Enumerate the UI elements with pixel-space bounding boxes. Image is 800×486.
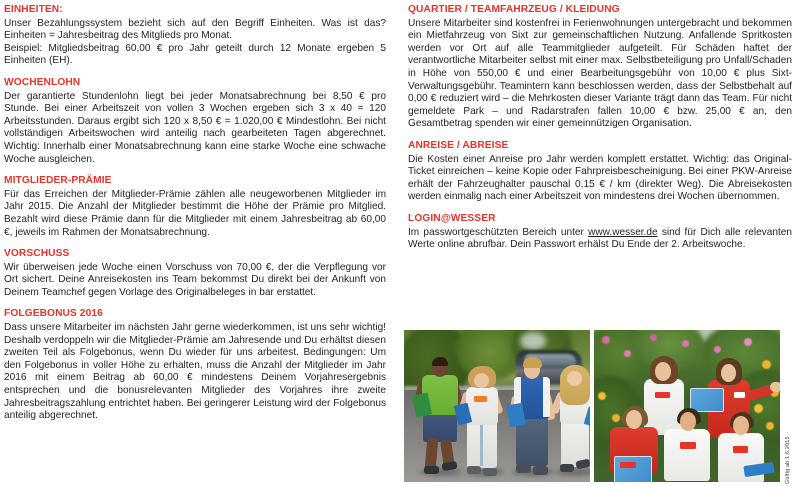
flower bbox=[682, 340, 689, 347]
head bbox=[655, 362, 671, 381]
section-body-einheiten: Unser Bezahlungssystem bezieht sich auf den Begriff Einheiten. Was ist das? Einheiten = Jahresbeitrag des Mitglieds pro Monat. Beispiel: Mitgliedsbeitrag 60,00 € pro Jahr geteilt durch 12 Monate ergeben 5 Einheiten (EH). bbox=[4, 17, 386, 67]
head bbox=[567, 371, 582, 386]
section-body-folgebonus-2016: Dass unsere Mitarbeiter im nächsten Jahr gerne wiederkommen, ist uns sehr wichtig! Deshalb verdoppeln wir die Mitglieder-Prämie am Jahresende und Du erhältst diesen zweiten Teil als Folgebonus, wenn Du wieder für uns arbeitest. Bedingungen: Um den Folgebonus in voller Höhe zu erhalten, muss die Anzahl der Mitglieder im Jahr 2016 mit einem Beitrag ab 60,00 € mindestens Deinem Vorjahresergebnis entsprechen und die bonusrelevanten Mitglieder des Vorjahres ihre zweite Jahresbeitragszahlung entrichtet haben. Bei geringerer Leistung wird der Folgebonus anteilig abgerechnet. bbox=[4, 322, 386, 422]
hand bbox=[770, 382, 780, 392]
person-runner-white-top bbox=[460, 370, 508, 482]
box-logo bbox=[620, 462, 636, 468]
sky-patch bbox=[520, 332, 546, 350]
flower bbox=[714, 346, 721, 353]
person-front-left-red-jacket bbox=[608, 408, 662, 482]
vest-side-panel bbox=[543, 377, 550, 417]
shoe bbox=[560, 464, 574, 472]
shirt-logo bbox=[655, 392, 670, 398]
person-runner-blue-vest bbox=[508, 360, 560, 482]
flower bbox=[598, 392, 606, 400]
hair bbox=[432, 357, 448, 366]
section-body-vorschuss: Wir überweisen jede Woche einen Vorschuss von 70,00 €, der die Verpflegung vor Ort sichert. Deine Anreisekosten ins Team bekommst Du direkt bei der Ankunft von Deinem Teamchef gegen Vorlage des Originalbeleges in bar erstattet. bbox=[4, 261, 386, 298]
left-column bbox=[0, 0, 390, 486]
torso bbox=[664, 429, 710, 481]
section-body-mitglieder-praemie: Für das Erreichen der Mitglieder-Prämie zählen alle neugeworbenen Mitglieder im Jahr 2015. Die Anzahl der Mitglieder bestimmt die Höhe der Prämie pro Mitglied. Bezahlt wird diese Prämie dann für die Mitglieder mit einem Jahresbeitrag ab 60,00 €, jeweils im Rahmen der Monatsabrechnung. bbox=[4, 188, 386, 238]
collection-box bbox=[690, 388, 724, 412]
hair bbox=[523, 357, 542, 368]
flower bbox=[744, 338, 752, 346]
person-front-middle-white-shirt bbox=[662, 410, 714, 482]
wesser-website-link[interactable]: www.wesser.de bbox=[588, 226, 658, 238]
section-heading-login-wesser: LOGIN@WESSER bbox=[408, 212, 496, 224]
section-anreise-abreise bbox=[408, 140, 792, 204]
section-heading-wochenlohn: WOCHENLOHN bbox=[4, 76, 81, 88]
section-einheiten bbox=[4, 4, 386, 68]
section-heading-quartier-teamfahrzeug-kleidung: QUARTIER / TEAMFAHRZEUG / KLEIDUNG bbox=[408, 4, 620, 15]
shoe bbox=[467, 466, 481, 474]
section-heading-anreise-abreise: ANREISE / ABREISE bbox=[408, 139, 509, 151]
section-body-anreise-abreise: Die Kosten einer Anreise pro Jahr werden komplett erstattet. Wichtig: das Original-Ticket einreichen – keine Kopie oder Fahrpreisbescheinigung. Bei einer PKW-Anreise erhält der Fahrzeughalter pauschal 0,15 € / km (direkter Weg). Die Abreisekosten werden einmalig nach einer Arbeitszeit von mindestens drei Wochen übernommen. bbox=[408, 153, 792, 203]
head bbox=[733, 416, 749, 435]
section-heading-folgebonus-2016: FOLGEBONUS 2016 bbox=[4, 308, 103, 320]
section-heading-einheiten: EINHEITEN: bbox=[4, 4, 63, 15]
section-body-quartier-teamfahrzeug-kleidung: Unsere Mitarbeiter sind kostenfrei in Ferienwohnungen untergebracht und bekommen ein Mietfahrzeug von Sixt zur gemeinschaftlichen Nutzung. Anfallende Spritkosten werden vor Ort auf alle Teammitglieder aufgeteilt. Für Schäden haftet der verantwortliche Mitarbeiter selbst mit einer max. Selbstbeteiligung pro Unfall/Schaden in Höhe von 550,00 € und einer Bearbeitungsgebühr von 10,00 € plus Sixt-Verwaltungsgebühr. Teamintern kann beschlossen werden, dass der Selbstbehalt auf 0,00 € reduziert wird – die Mehrkosten dieser Variante trägt dann das Team. Für nicht gemeldete Park – und Radarstrafen fallen 10,00 € bzw. 25,00 € an, den Gesamtbetrag spenden wir einer gemeinnützigen Organisation. bbox=[408, 17, 792, 130]
head bbox=[474, 373, 489, 388]
shoe bbox=[533, 466, 548, 475]
section-login-wesser bbox=[408, 213, 792, 252]
section-heading-vorschuss: VORSCHUSS bbox=[4, 248, 70, 260]
login-text-after-link: sind für Dich alle relevanten Werte online abrufbar. Dein Passwort erhälst Du Ende der 2. Arbeitswoche. bbox=[408, 226, 792, 251]
shirt-logo bbox=[680, 442, 696, 449]
section-wochenlohn bbox=[4, 77, 386, 166]
head bbox=[680, 412, 696, 431]
jacket-logo bbox=[734, 392, 745, 398]
shoe bbox=[575, 459, 590, 470]
login-text-before-link: Im passwortgeschützten Bereich unter bbox=[408, 226, 589, 238]
head bbox=[721, 364, 736, 382]
shoe bbox=[424, 466, 439, 474]
section-mitglieder-praemie bbox=[4, 175, 386, 239]
section-folgebonus-2016 bbox=[4, 308, 386, 422]
validity-credit-line: Gültig ab 1.6.2015 bbox=[785, 436, 791, 484]
person-front-right-white-shirt bbox=[716, 414, 768, 482]
flower bbox=[762, 360, 771, 369]
section-vorschuss bbox=[4, 248, 386, 299]
shoe bbox=[516, 464, 531, 473]
collection-box bbox=[614, 456, 652, 482]
photo-band bbox=[404, 330, 780, 482]
photo-running-team bbox=[404, 330, 590, 482]
section-heading-mitglieder-praemie: MITGLIEDER-PRÄMIE bbox=[4, 175, 112, 187]
flower bbox=[602, 336, 610, 344]
flower bbox=[624, 350, 631, 357]
shoe bbox=[483, 468, 497, 476]
section-body-wochenlohn: Der garantierte Stundenlohn liegt bei jeder Monatsabrechnung bei 8,50 € pro Stunde. Bei einer Arbeitszeit von vollen 3 Wochen ergeben sich 3 x 40 = 120 Arbeitsstunden. Daraus ergibt sich 120 x 8,50 € = 1.020,00 € Mindestlohn. Bei nicht vollständigen Arbeitswochen wird anteilig nach gearbeiteten Tagen abgerechnet. Wichtig: Innerhalb einer Monatsabrechnung kann eine starke Woche eine schwache Woche ausgleichen. bbox=[4, 90, 386, 165]
shirt-logo bbox=[733, 446, 748, 453]
photo-garden-team bbox=[594, 330, 780, 482]
trouser-stripe bbox=[480, 424, 483, 466]
section-quartier-teamfahrzeug-kleidung bbox=[408, 4, 792, 131]
shoe bbox=[441, 461, 457, 471]
flower bbox=[650, 334, 657, 341]
person-runner-blonde-white bbox=[554, 368, 590, 482]
section-body-login-wesser bbox=[408, 227, 792, 252]
shirt-logo bbox=[474, 396, 487, 402]
head bbox=[626, 410, 642, 429]
